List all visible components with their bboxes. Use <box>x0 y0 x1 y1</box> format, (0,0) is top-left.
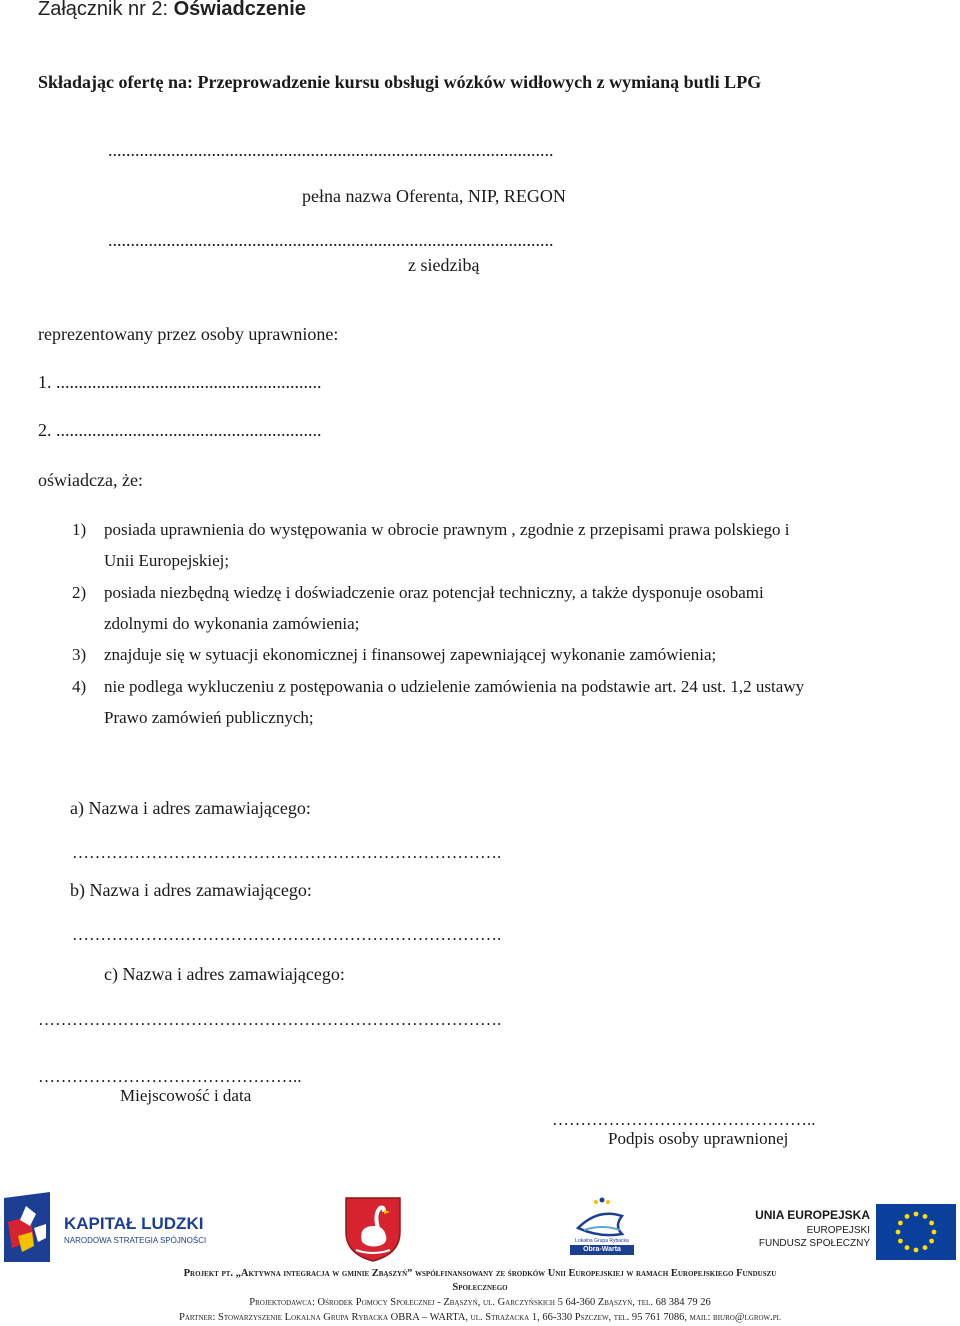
eu-line1: UNIA EUROPEJSKA <box>755 1208 870 1222</box>
signature-label: Podpis osoby uprawnionej <box>608 1129 789 1148</box>
eu-line3: FUNDUSZ SPOŁECZNY <box>758 1238 870 1249</box>
offer-label: Składając ofertę na: <box>38 72 198 92</box>
point-3-line-1: znajduje się w sytuacji ekonomicznej i finansowej zapewniającej wykonanie zamówienia; <box>104 645 717 664</box>
point-1-line-2: Unii Europejskiej; <box>104 551 230 570</box>
lgr-obra-warta-logo <box>570 1194 634 1258</box>
point-1-number: 1) <box>72 520 87 539</box>
representative-2[interactable]: 2. ........................................................... <box>38 420 322 440</box>
title-prefix: Załącznik nr 2: <box>38 0 174 20</box>
client-a-dots[interactable]: …………………………………………………………………. <box>72 843 502 862</box>
point-3-number: 3) <box>72 645 87 664</box>
footer-project-line1: Projekt pt. „Aktywna integracja w gminie Zbąszyń” współfinansowany ze środków Unii Europejskiej w ramach Europejskiego Funduszu <box>183 1268 777 1279</box>
signature-dots[interactable]: ……………………………………….. <box>552 1110 816 1129</box>
client-b-label: b) Nazwa i adres zamawiającego: <box>70 880 312 900</box>
declares-label: oświadcza, że: <box>38 470 143 490</box>
swan-crest-icon <box>344 1196 402 1262</box>
point-4-line-2: Prawo zamówień publicznych; <box>104 708 314 727</box>
offerent-name-label: pełna nazwa Oferenta, NIP, REGON <box>302 186 566 206</box>
document-title <box>38 0 306 21</box>
place-date-label: Miejscowość i data <box>120 1086 252 1105</box>
offerent-dots-1[interactable]: ................................................................................................... <box>108 140 554 160</box>
eu-flag-icon <box>876 1204 956 1260</box>
offerent-dots-2[interactable]: ................................................................................................... <box>108 230 554 250</box>
footer-partner: Partner: Stowarzyszenie Lokalna Grupa Rybacka OBRA – WARTA, ul. Strażacka 1, 66-330 Pszczew, tel. 95 761 7086, mail: biuro@lgrow.pl <box>179 1312 781 1323</box>
offer-value: Przeprowadzenie kursu obsługi wózków widłowych z wymianą butli LPG <box>197 72 762 92</box>
title-main: Oświadczenie <box>173 0 306 20</box>
client-b-dots[interactable]: …………………………………………………………………. <box>72 925 502 944</box>
point-4-line-1: nie podlega wykluczeniu z postępowania o udzielenie zamówienia na podstawie art. 24 ust. 1,2 ustawy <box>104 677 805 696</box>
client-a-label: a) Nazwa i adres zamawiającego: <box>70 798 311 818</box>
footer-project-line2: Społecznego <box>452 1282 508 1293</box>
lgr-line2: Obra-Warta <box>570 1245 634 1255</box>
offerent-seat-label: z siedzibą <box>408 255 480 275</box>
point-1-line-1: posiada uprawnienia do występowania w obrocie prawnym , zgodnie z przepisami prawa polskiego i <box>104 520 790 539</box>
client-c-dots[interactable]: ………………………………………………………………………. <box>38 1010 502 1029</box>
footer-projektodawca: Projektodawca: Ośrodek Pomocy Społecznej - Zbąszyń, ul. Garczyńskich 5 64-360 Zbąszyń, tel. 68 384 79 26 <box>249 1297 711 1308</box>
lgr-line1: Lokalna Grupa Rybacka <box>575 1238 629 1244</box>
point-2-line-1: posiada niezbędną wiedzę i doświadczenie oraz potencjał techniczny, a także dysponuje osobami <box>104 583 764 602</box>
representatives-label: reprezentowany przez osoby uprawnione: <box>38 324 339 344</box>
point-4-number: 4) <box>72 677 87 696</box>
point-2-number: 2) <box>72 583 87 602</box>
kapital-ludzki-logo <box>4 1192 234 1264</box>
zbaszyn-coat-of-arms <box>344 1196 402 1262</box>
fish-icon <box>570 1194 634 1242</box>
kapital-ludzki-emblem-icon <box>4 1192 54 1264</box>
representative-1[interactable]: 1. ........................................................... <box>38 372 322 392</box>
eu-efs-logo <box>752 1204 958 1260</box>
kapital-ludzki-line1: KAPITAŁ LUDZKI <box>64 1214 204 1233</box>
point-2-line-2: zdolnymi do wykonania zamówienia; <box>104 614 360 633</box>
offer-line <box>38 72 761 93</box>
kapital-ludzki-line2: NARODOWA STRATEGIA SPÓJNOŚCI <box>64 1236 207 1245</box>
place-dots[interactable]: ……………………………………….. <box>38 1067 302 1086</box>
eu-line2: EUROPEJSKI <box>806 1225 870 1236</box>
client-c-label: c) Nazwa i adres zamawiającego: <box>104 964 345 984</box>
